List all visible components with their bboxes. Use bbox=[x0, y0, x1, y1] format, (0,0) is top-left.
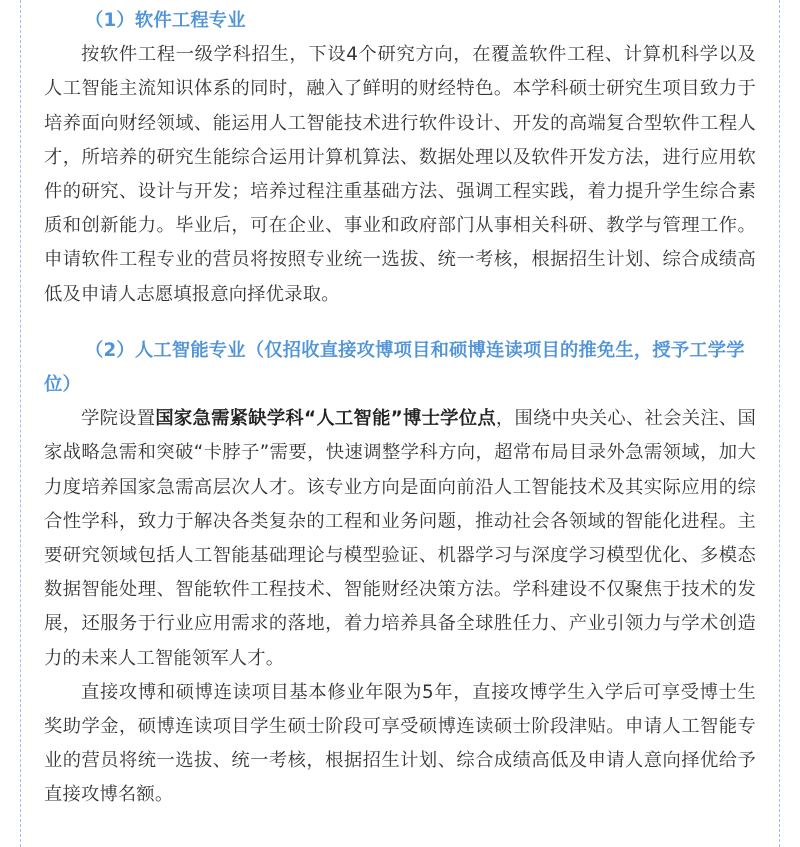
ai-paragraph-1 bbox=[44, 402, 756, 676]
ai-paragraph-2: 直接攻博和硕博连读项目基本修业年限为5年，直接攻博学生入学后可享受博士生奖助学金，硕博连读项目学生硕士阶段可享受硕博连读硕士阶段津贴。申请人工智能专业的营员将统一选拔、统一考核，根据招生计划、综合成绩高低及申请人意向择优给予直接攻博名额。 bbox=[44, 681, 756, 806]
software-engineering-paragraph: 按软件工程一级学科招生，下设4个研究方向，在覆盖软件工程、计算机科学以及人工智能主流知识体系的同时，融入了鲜明的财经特色。本学科硕士研究生项目致力于培养面向财经领域、能运用人工智能技术进行软件设计、开发的高端复合型软件工程人才，所培养的研究生能综合运用计算机算法、数据处理以及软件开发方法，进行应用软件的研究、设计与开发；培养过程注重基础方法、强调工程实践，着力提升学生综合素质和创新能力。毕业后，可在企业、事业和政府部门从事相关科研、教学与管理工作。申请软件工程专业的营员将按照专业统一选拔、统一考核，根据招生计划、综合成绩高低及申请人志愿填报意向择优录取。 bbox=[44, 44, 756, 305]
section-gap bbox=[44, 312, 756, 334]
ai-paragraph-1-rest: ，围绕中央关心、社会关注、国家战略急需和突破“卡脖子”需要，快速调整学科方向，超常布局目录外急需领域，加大力度培养国家急需高层次人才。该专业方向是面向前沿人工智能技术及其实际应用的综合性学科，致力于解决各类复杂的工程和业务问题，推动社会各领域的智能化进程。主要研究领域包括人工智能基础理论与模型验证、机器学习与深度学习模型优化、多模态数据智能处理、智能软件工程技术、智能财经决策方法。学科建设不仅聚焦于技术的发展，还服务于行业应用需求的落地，着力培养具备全球胜任力、产业引领力与学术创造力的未来人工智能领军人才。 bbox=[44, 408, 756, 669]
section-heading-artificial-intelligence: （2）人工智能专业（仅招收直接攻博项目和硕博连读项目的推免生，授予工学学位） bbox=[44, 339, 745, 396]
ai-paragraph-1-prefix: 学院设置 bbox=[81, 408, 156, 430]
article-content bbox=[44, 4, 756, 813]
ai-paragraph-1-bold: 国家急需紧缺学科“人工智能”博士学位点 bbox=[155, 408, 496, 430]
section-heading-software-engineering: （1）软件工程专业 bbox=[85, 10, 246, 31]
